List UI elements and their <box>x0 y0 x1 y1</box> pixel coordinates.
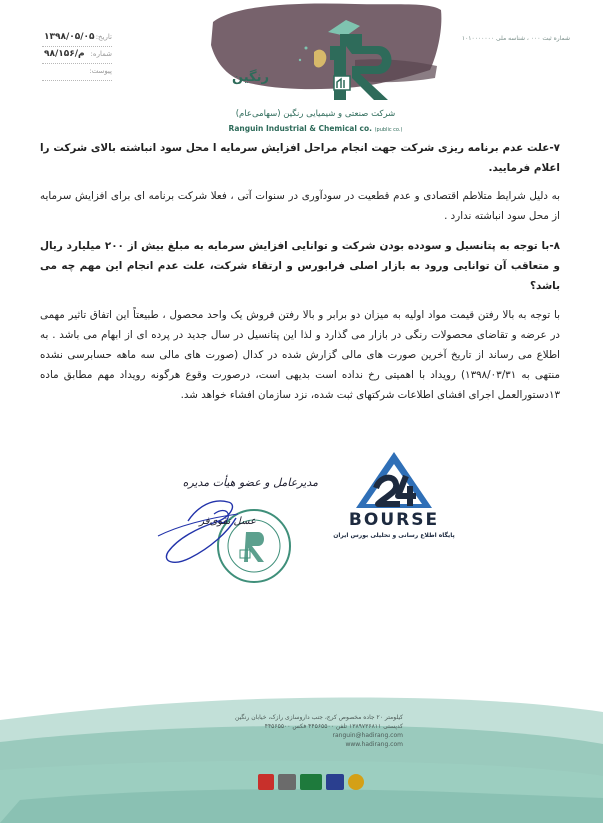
date-value: ۱۳۹۸/۰۵/۰۵ <box>44 32 95 42</box>
question-7: ۷-علت عدم برنامه ریزی شرکت جهت انجام مراحل افزایش سرمایه ا محل سود انباشته بالای شرکت را اعلام فرمایید. <box>40 142 560 174</box>
answer-7: به دلیل شرایط متلاطم اقتصادی و عدم قطعیت در سودآوری در سنوات آتی ، فعلا شرکت برنامه ای برای افزایش سرمایه از محل سود انباشته ندارد . <box>40 190 560 222</box>
bourse-logo <box>330 450 458 565</box>
registration-info: شماره ثبت ۰۰۰ ، شناسه ملی ۱۰۱۰۰۰۰۰۰۰ <box>461 35 570 42</box>
date-row <box>42 30 112 47</box>
signer-title: مدیرعامل و عضو هیأت مدیره <box>182 476 318 489</box>
company-name-persian: شرکت صنعتی و شیمیایی رنگین (سهامی‌عام) <box>235 109 396 119</box>
bourse-subtitle: پایگاه اطلاع رسانی و تحلیلی بورس ایران <box>333 532 455 539</box>
answer-8: با توجه به بالا رفتن قیمت مواد اولیه به میزان دو برابر و بالا رفتن فروش یک واحد محصول ، طبیعتاً این اتفاق تاثیر مهمی در عرضه و تقاضای محصولات رنگی در بازار می گذارد و لذا این پتانسیل در سال جدید در پرده ای از ابهام می باشد . به اطلاع می رساند از تاریخ آخرین صورت های مالی گزارش شده در کدال (صورت های مالی سه ماهه حسابرسی نشده منتهی به ۱۳۹۸/۰۳/۳۱) رویداد با اهمیتی رخ نداده است بدیهی است، درصورت وقوع هرگونه رویداد مهم مطابق ماده ۱۳دستورالعمل اجرای افشای اطلاعات شرکتهای ثبت شده، نزد سازمان افشاء خواهد شد. <box>40 309 560 401</box>
letter-meta <box>42 30 112 81</box>
footer-website: www.hadirang.com <box>345 741 403 748</box>
cert-logo-icon <box>300 774 322 790</box>
signature-block <box>118 466 318 606</box>
question-8: ۸-با توجه به پتانسیل و سودده بودن شرکت و توانایی افزایش سرمایه به مبلغ بیش از ۲۰۰ میلیارد ریال و متعاقب آن توانایی ورود به بازار اصلی فرابورس و ارتقاء شرکت، علت عدم انجام این مهم چه می باشد؟ <box>40 240 560 292</box>
number-label: شماره: <box>90 50 112 58</box>
footer-address: کیلومتر ۲۰ جاده مخصوص کرج، جنب داروسازی رازک، خیابان رنگین <box>235 714 403 721</box>
number-value: ۹۸/م/۱۵۶ <box>44 49 85 59</box>
logo-emblem-icon <box>228 12 403 107</box>
certification-logos <box>258 772 368 794</box>
bourse-name: BOURSE <box>348 510 440 530</box>
logo-brand-name: رنگین <box>232 70 269 85</box>
footer-email: ranguin@hadirang.com <box>332 732 403 739</box>
cert-logo-icon <box>258 774 274 790</box>
company-name-english: Ranguin Industrial & Chemical co. (public co.) <box>228 124 403 133</box>
number-row <box>42 47 112 64</box>
signer-name: عسل تقوی‌فر <box>199 516 256 527</box>
cert-logo-icon <box>348 774 364 790</box>
attachment-label: پیوست: <box>89 67 112 75</box>
date-label: تاریخ: <box>95 33 112 41</box>
footer-contact <box>168 713 403 749</box>
attachment-row <box>42 64 112 81</box>
cert-logo-icon <box>278 774 296 790</box>
company-logo <box>228 12 403 140</box>
bourse-emblem-icon <box>330 450 458 512</box>
footer-phones: کدپستی ۱۳۸۹۷۳۶۸۱۱ تلفن ۴۴۵۶۵۵۰۰ فکس ۴۴۵۶۵۵۰۰ <box>264 723 403 730</box>
cert-logo-icon <box>326 774 344 790</box>
letter-body <box>40 138 560 405</box>
